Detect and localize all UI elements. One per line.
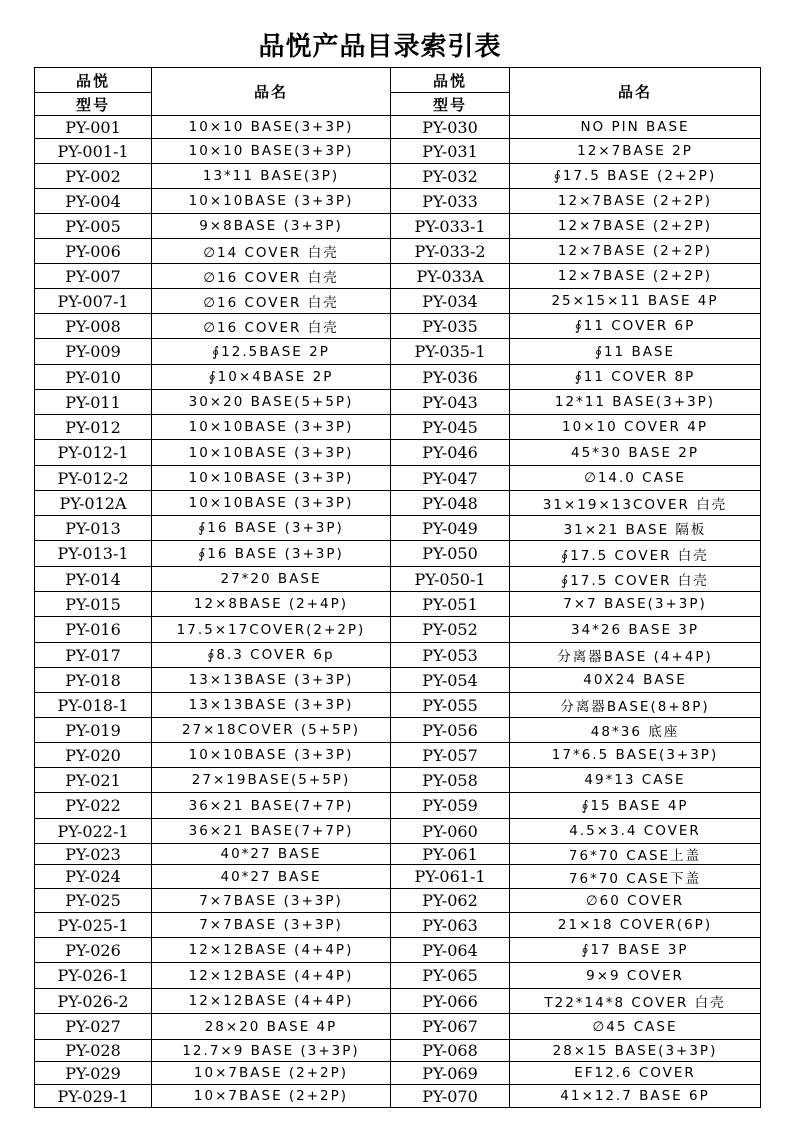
product-name-left: 10×10BASE (3+3P) (152, 415, 391, 440)
table-row (35, 693, 761, 718)
model-code-left: PY-013-1 (35, 541, 152, 567)
table-row (35, 440, 761, 466)
product-name-right: 28×15 BASE(3+3P) (510, 1040, 761, 1062)
model-code-left: PY-014 (35, 567, 152, 592)
table-row (35, 516, 761, 541)
table-row (35, 239, 761, 264)
model-code-right: PY-034 (391, 289, 510, 314)
product-name-right: 34*26 BASE 3P (510, 617, 761, 643)
table-row (35, 415, 761, 440)
product-name-right: 31×21 BASE 隔板 (510, 516, 761, 541)
model-code-right: PY-033A (391, 264, 510, 289)
product-name-left: ∮16 BASE (3+3P) (152, 516, 391, 541)
table-row (35, 938, 761, 963)
model-code-left: PY-012 (35, 415, 152, 440)
product-name-left: 36×21 BASE(7+7P) (152, 819, 391, 844)
model-code-right: PY-067 (391, 1014, 510, 1040)
model-code-left: PY-020 (35, 743, 152, 768)
model-code-left: PY-007 (35, 264, 152, 289)
model-code-right: PY-068 (391, 1040, 510, 1062)
model-code-right: PY-047 (391, 466, 510, 491)
product-name-left: 17.5×17COVER(2+2P) (152, 617, 391, 643)
model-code-right: PY-064 (391, 938, 510, 963)
product-name-right: 12×7BASE 2P (510, 139, 761, 164)
product-name-right: 分离器BASE(8+8P) (510, 693, 761, 718)
model-code-left: PY-009 (35, 339, 152, 365)
table-row (35, 214, 761, 239)
table-row (35, 541, 761, 567)
model-code-left: PY-018-1 (35, 693, 152, 718)
product-name-right: 21×18 COVER(6P) (510, 913, 761, 938)
model-code-left: PY-024 (35, 865, 152, 889)
model-code-left: PY-026-1 (35, 963, 152, 989)
model-code-left: PY-029 (35, 1062, 152, 1085)
product-name-left: 36×21 BASE(7+7P) (152, 793, 391, 819)
product-name-left: 7×7BASE (3+3P) (152, 889, 391, 913)
model-code-right: PY-055 (391, 693, 510, 718)
product-name-right: 31×19×13COVER 白壳 (510, 491, 761, 516)
table-row (35, 844, 761, 865)
product-name-right: 40X24 BASE (510, 668, 761, 693)
product-name-left: 27×19BASE(5+5P) (152, 768, 391, 793)
model-code-left: PY-012-2 (35, 466, 152, 491)
model-code-right: PY-065 (391, 963, 510, 989)
product-name-left: 9×8BASE (3+3P) (152, 214, 391, 239)
product-name-right: 分离器BASE (4+4P) (510, 643, 761, 668)
product-name-left: 10×7BASE (2+2P) (152, 1062, 391, 1085)
product-name-left: 12×12BASE (4+4P) (152, 938, 391, 963)
model-code-left: PY-017 (35, 643, 152, 668)
table-row (35, 466, 761, 491)
product-name-left: 12×12BASE (4+4P) (152, 989, 391, 1014)
model-code-right: PY-032 (391, 164, 510, 189)
table-row (35, 339, 761, 365)
table-row (35, 819, 761, 844)
model-code-right: PY-054 (391, 668, 510, 693)
model-code-right: PY-057 (391, 743, 510, 768)
product-name-left: 10×10BASE (3+3P) (152, 743, 391, 768)
table-row (35, 743, 761, 768)
product-name-left: 10×10BASE (3+3P) (152, 491, 391, 516)
product-name-right: 25×15×11 BASE 4P (510, 289, 761, 314)
table-row (35, 1040, 761, 1062)
product-name-left: 40*27 BASE (152, 865, 391, 889)
model-code-left: PY-008 (35, 314, 152, 339)
product-name-left: ∅16 COVER 白壳 (152, 314, 391, 339)
product-name-left: ∅16 COVER 白壳 (152, 289, 391, 314)
table-row (35, 718, 761, 743)
product-name-left: 7×7BASE (3+3P) (152, 913, 391, 938)
table-row (35, 567, 761, 592)
product-name-right: ∮11 COVER 8P (510, 365, 761, 390)
product-name-left: ∮10×4BASE 2P (152, 365, 391, 390)
table-row (35, 264, 761, 289)
model-code-left: PY-012-1 (35, 440, 152, 466)
model-header-top-left: 品悦 (35, 68, 152, 93)
model-header-bottom-left: 型号 (35, 93, 152, 116)
model-code-right: PY-033 (391, 189, 510, 214)
product-name-left: 30×20 BASE(5+5P) (152, 390, 391, 415)
table-row (35, 289, 761, 314)
model-code-left: PY-026-2 (35, 989, 152, 1014)
model-code-right: PY-048 (391, 491, 510, 516)
product-name-right: 49*13 CASE (510, 768, 761, 793)
product-name-left: 28×20 BASE 4P (152, 1014, 391, 1040)
model-code-left: PY-010 (35, 365, 152, 390)
model-code-left: PY-007-1 (35, 289, 152, 314)
table-row (35, 1014, 761, 1040)
product-name-right: ∅60 COVER (510, 889, 761, 913)
table-row (35, 865, 761, 889)
model-code-left: PY-001-1 (35, 139, 152, 164)
model-code-right: PY-063 (391, 913, 510, 938)
product-name-left: 27×18COVER (5+5P) (152, 718, 391, 743)
product-name-right: 12×7BASE (2+2P) (510, 189, 761, 214)
model-code-right: PY-031 (391, 139, 510, 164)
model-code-left: PY-025 (35, 889, 152, 913)
product-name-right: NO PIN BASE (510, 116, 761, 139)
product-name-left: 10×10BASE (3+3P) (152, 466, 391, 491)
product-name-right: 7×7 BASE(3+3P) (510, 592, 761, 617)
model-header-bottom-right: 型号 (391, 93, 510, 116)
model-code-left: PY-006 (35, 239, 152, 264)
product-name-right: 76*70 CASE下盖 (510, 865, 761, 889)
table-row (35, 1062, 761, 1085)
table-row (35, 889, 761, 913)
header-row (35, 68, 761, 93)
table-row (35, 491, 761, 516)
model-code-right: PY-035-1 (391, 339, 510, 365)
table-row (35, 365, 761, 390)
product-name-left: 13×13BASE (3+3P) (152, 668, 391, 693)
model-code-left: PY-015 (35, 592, 152, 617)
model-code-right: PY-053 (391, 643, 510, 668)
product-name-left: 10×10 BASE(3+3P) (152, 116, 391, 139)
table-row (35, 189, 761, 214)
model-code-right: PY-052 (391, 617, 510, 643)
table-row (35, 989, 761, 1014)
product-name-right: ∮17.5 COVER 白壳 (510, 567, 761, 592)
product-name-right: ∮11 COVER 6P (510, 314, 761, 339)
model-code-right: PY-049 (391, 516, 510, 541)
product-name-right: 41×12.7 BASE 6P (510, 1085, 761, 1108)
model-code-left: PY-011 (35, 390, 152, 415)
product-name-right: 10×10 COVER 4P (510, 415, 761, 440)
product-name-right: 4.5×3.4 COVER (510, 819, 761, 844)
product-name-right: 48*36 底座 (510, 718, 761, 743)
table-row (35, 592, 761, 617)
table-row (35, 139, 761, 164)
model-code-right: PY-033-1 (391, 214, 510, 239)
model-code-right: PY-056 (391, 718, 510, 743)
table-row (35, 793, 761, 819)
model-code-right: PY-051 (391, 592, 510, 617)
model-code-right: PY-043 (391, 390, 510, 415)
product-name-right: 9×9 COVER (510, 963, 761, 989)
product-name-left: 10×10BASE (3+3P) (152, 440, 391, 466)
table-row (35, 390, 761, 415)
model-code-right: PY-062 (391, 889, 510, 913)
name-header-right: 品名 (510, 68, 761, 116)
product-name-left: ∅16 COVER 白壳 (152, 264, 391, 289)
product-name-left: ∮8.3 COVER 6p (152, 643, 391, 668)
model-code-left: PY-004 (35, 189, 152, 214)
product-name-right: ∮17 BASE 3P (510, 938, 761, 963)
model-code-left: PY-026 (35, 938, 152, 963)
model-code-left: PY-002 (35, 164, 152, 189)
model-code-left: PY-025-1 (35, 913, 152, 938)
model-code-right: PY-030 (391, 116, 510, 139)
product-name-right: 12×7BASE (2+2P) (510, 214, 761, 239)
model-code-left: PY-001 (35, 116, 152, 139)
product-name-right: ∮17.5 BASE (2+2P) (510, 164, 761, 189)
model-code-right: PY-033-2 (391, 239, 510, 264)
product-name-right: 76*70 CASE上盖 (510, 844, 761, 865)
product-name-left: 12.7×9 BASE (3+3P) (152, 1040, 391, 1062)
name-header-left: 品名 (152, 68, 391, 116)
product-name-right: 12×7BASE (2+2P) (510, 264, 761, 289)
model-code-right: PY-046 (391, 440, 510, 466)
model-code-left: PY-018 (35, 668, 152, 693)
product-name-left: 10×10 BASE(3+3P) (152, 139, 391, 164)
model-header-top-right: 品悦 (391, 68, 510, 93)
model-code-right: PY-059 (391, 793, 510, 819)
product-name-right: 12*11 BASE(3+3P) (510, 390, 761, 415)
model-code-left: PY-023 (35, 844, 152, 865)
product-name-right: ∅45 CASE (510, 1014, 761, 1040)
product-name-left: ∮16 BASE (3+3P) (152, 541, 391, 567)
model-code-right: PY-045 (391, 415, 510, 440)
table-row (35, 314, 761, 339)
product-name-left: 40*27 BASE (152, 844, 391, 865)
model-code-right: PY-060 (391, 819, 510, 844)
table-row (35, 963, 761, 989)
model-code-right: PY-061 (391, 844, 510, 865)
product-name-right: 45*30 BASE 2P (510, 440, 761, 466)
product-name-right: ∅14.0 CASE (510, 466, 761, 491)
model-code-left: PY-013 (35, 516, 152, 541)
page-title: 品悦产品目录索引表 (258, 32, 502, 62)
table-row (35, 768, 761, 793)
model-code-left: PY-029-1 (35, 1085, 152, 1108)
model-code-left: PY-028 (35, 1040, 152, 1062)
product-name-right: ∮15 BASE 4P (510, 793, 761, 819)
product-name-left: 13*11 BASE(3P) (152, 164, 391, 189)
product-name-left: ∅14 COVER 白壳 (152, 239, 391, 264)
table-row (35, 913, 761, 938)
model-code-right: PY-058 (391, 768, 510, 793)
model-code-right: PY-035 (391, 314, 510, 339)
table-row (35, 116, 761, 139)
product-name-right: T22*14*8 COVER 白壳 (510, 989, 761, 1014)
product-name-right: EF12.6 COVER (510, 1062, 761, 1085)
model-code-right: PY-070 (391, 1085, 510, 1108)
product-name-left: 13×13BASE (3+3P) (152, 693, 391, 718)
product-name-left: 12×8BASE (2+4P) (152, 592, 391, 617)
model-code-right: PY-066 (391, 989, 510, 1014)
product-index-table (34, 67, 761, 1108)
model-code-right: PY-036 (391, 365, 510, 390)
product-name-right: ∮17.5 COVER 白壳 (510, 541, 761, 567)
model-code-right: PY-050 (391, 541, 510, 567)
product-name-left: 10×7BASE (2+2P) (152, 1085, 391, 1108)
model-code-left: PY-022 (35, 793, 152, 819)
model-code-right: PY-061-1 (391, 865, 510, 889)
model-code-right: PY-050-1 (391, 567, 510, 592)
model-code-left: PY-005 (35, 214, 152, 239)
product-name-right: 12×7BASE (2+2P) (510, 239, 761, 264)
product-index-body (35, 68, 761, 1108)
table-row (35, 668, 761, 693)
model-code-right: PY-069 (391, 1062, 510, 1085)
product-name-left: ∮12.5BASE 2P (152, 339, 391, 365)
product-name-right: 17*6.5 BASE(3+3P) (510, 743, 761, 768)
model-code-left: PY-021 (35, 768, 152, 793)
model-code-left: PY-012A (35, 491, 152, 516)
product-name-left: 10×10BASE (3+3P) (152, 189, 391, 214)
product-name-left: 12×12BASE (4+4P) (152, 963, 391, 989)
model-code-left: PY-027 (35, 1014, 152, 1040)
model-code-left: PY-019 (35, 718, 152, 743)
table-row (35, 1085, 761, 1108)
table-row (35, 617, 761, 643)
model-code-left: PY-016 (35, 617, 152, 643)
product-name-left: 27*20 BASE (152, 567, 391, 592)
model-code-left: PY-022-1 (35, 819, 152, 844)
table-row (35, 164, 761, 189)
product-name-right: ∮11 BASE (510, 339, 761, 365)
table-row (35, 643, 761, 668)
